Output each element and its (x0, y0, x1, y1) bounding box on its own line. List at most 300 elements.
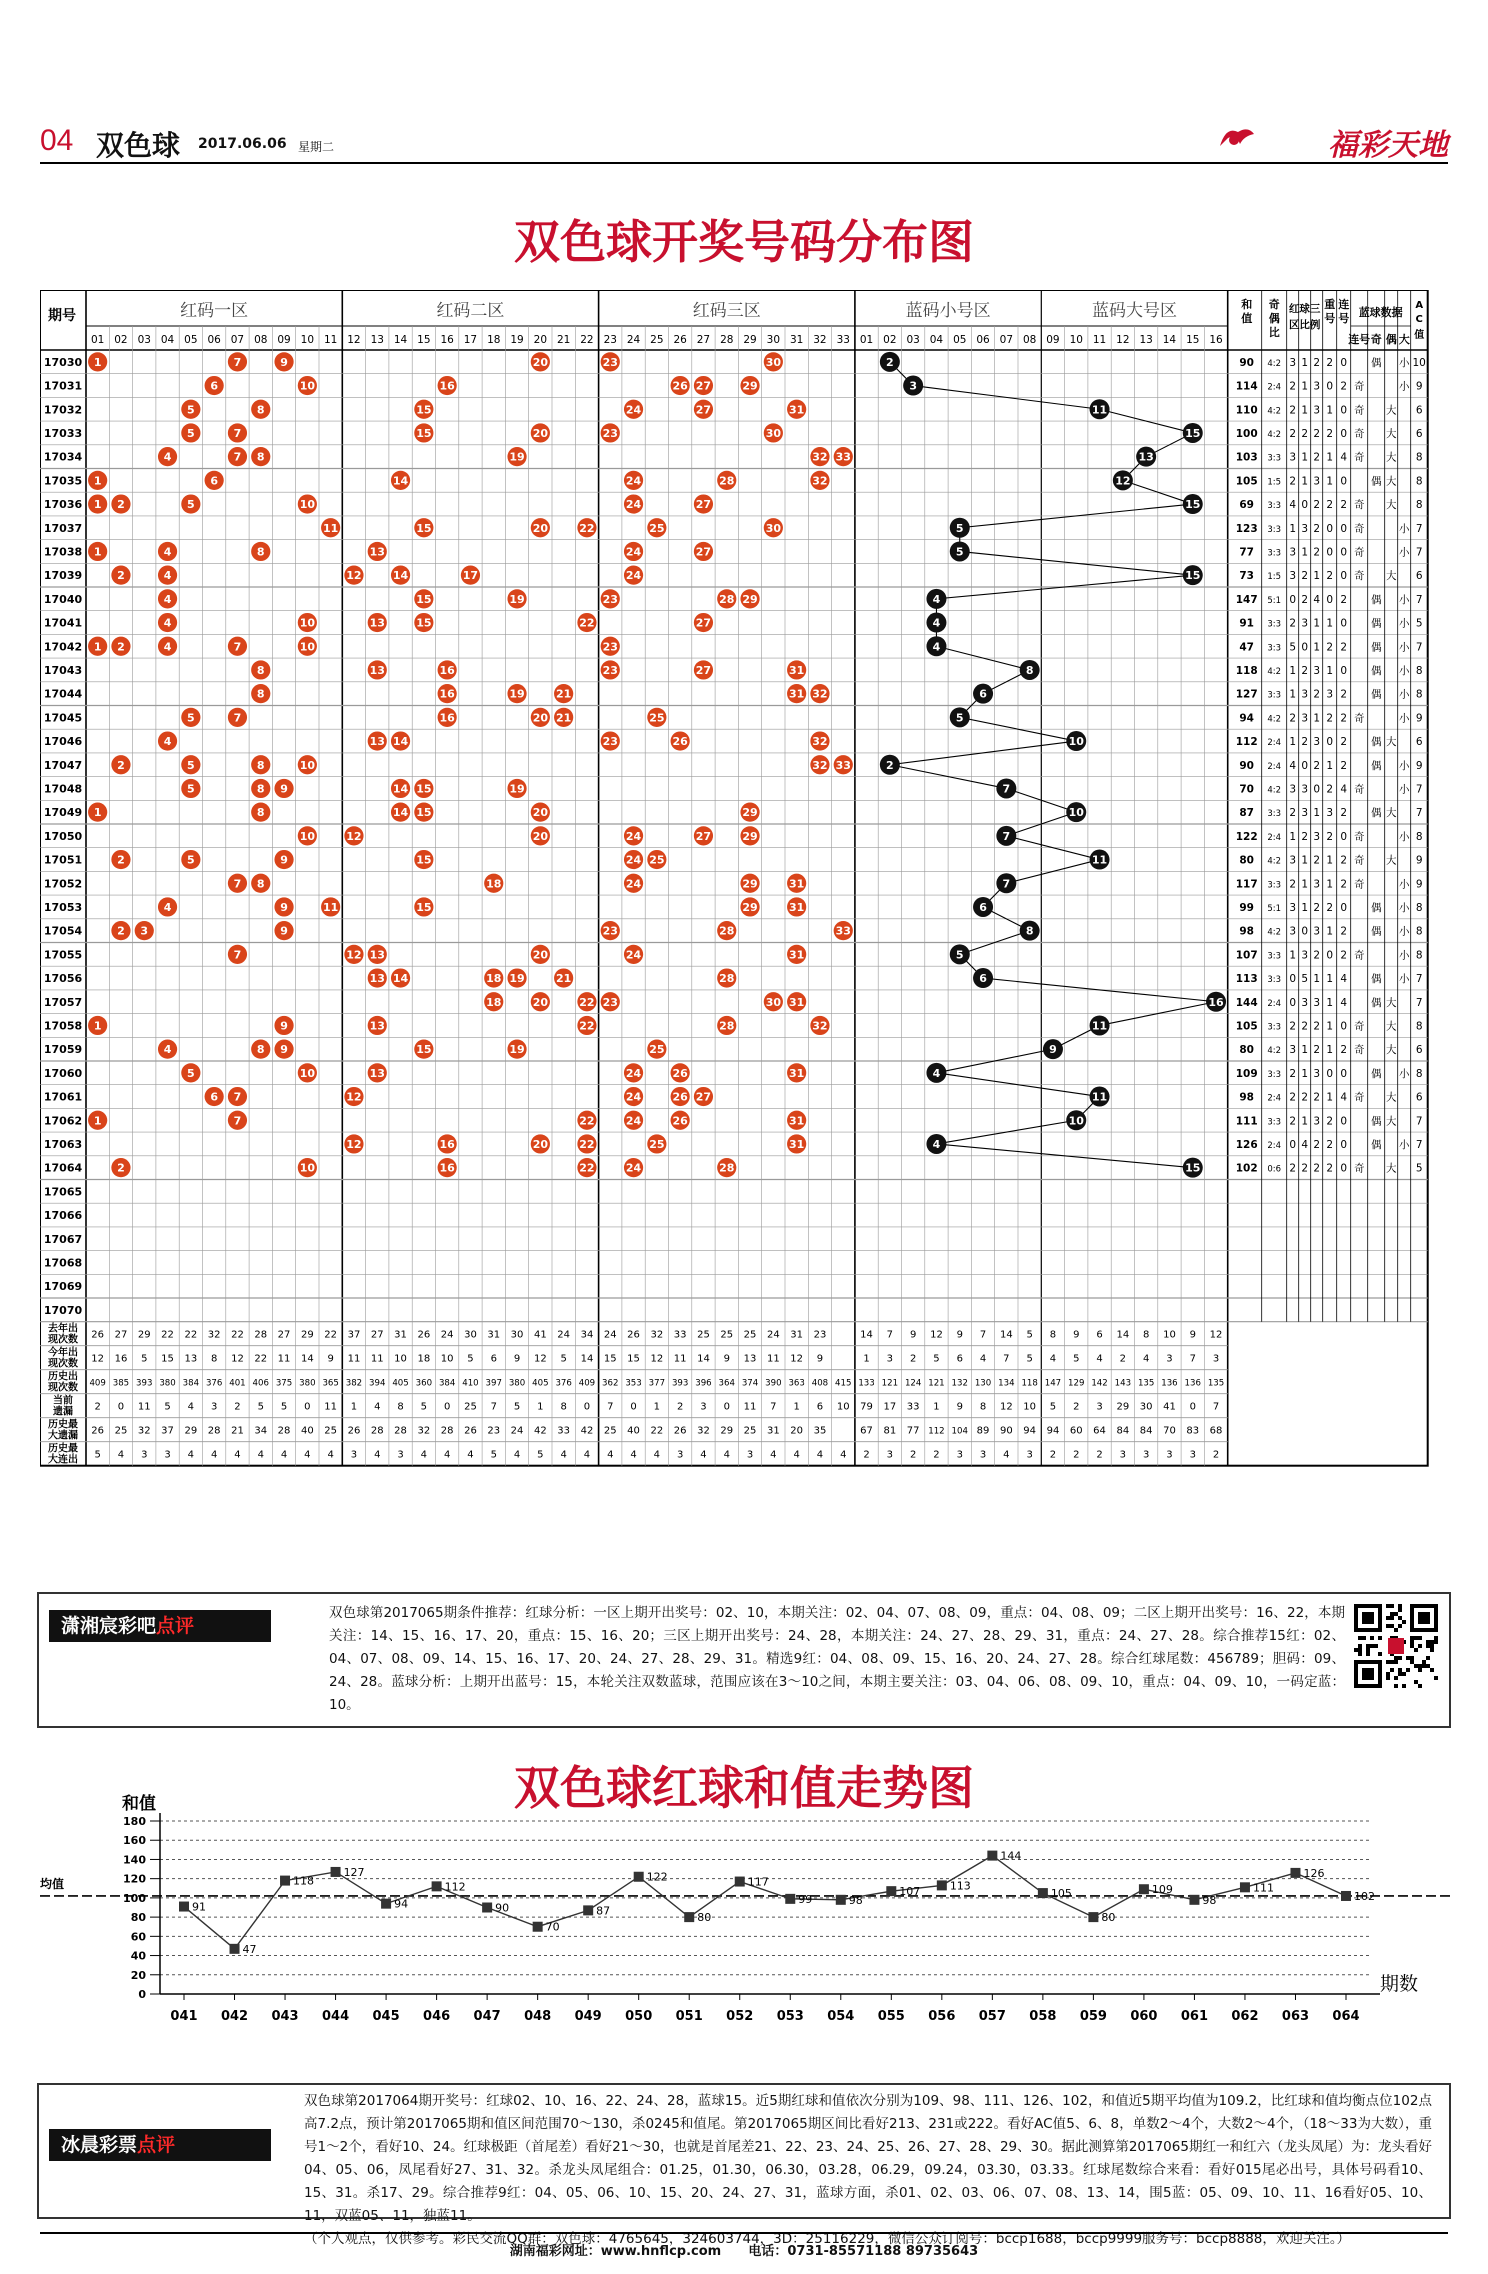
red-ball (484, 874, 503, 893)
summary-red-value: 0 (723, 1401, 730, 1413)
red-ball (647, 1040, 666, 1059)
stat-cell: 1 (1289, 736, 1297, 749)
stat-cell: 7 (1415, 1115, 1423, 1128)
stat-cell: 2 (1289, 1115, 1297, 1128)
red-ball (554, 968, 573, 987)
x-tick-label: 041 (170, 2009, 198, 2024)
summary-red-value: 22 (184, 1329, 198, 1341)
summary-blue-value: 2 (863, 1449, 870, 1461)
red-ball (740, 376, 759, 395)
red-ball (414, 779, 433, 798)
qr-module (1366, 1648, 1370, 1652)
summary-red-value: 10 (836, 1401, 850, 1413)
stat-cell: 1 (1301, 380, 1309, 393)
blue-ball (926, 589, 946, 609)
summary-blue-value: 90 (999, 1425, 1013, 1437)
qr-module (1430, 1668, 1434, 1672)
trend-point-label: 111 (1252, 1881, 1274, 1895)
red-ball-number: 10 (299, 829, 316, 843)
period-label: 17055 (43, 948, 83, 962)
stat-cell: 111 (1235, 1115, 1258, 1128)
stat-cell: 2 (1340, 807, 1348, 820)
blue-col-label: 05 (953, 334, 967, 346)
stat-cell: 2 (1340, 688, 1348, 701)
stat-cell: 3:3 (1267, 524, 1282, 535)
blue-ball-number: 11 (1091, 853, 1108, 867)
red-ball (438, 1158, 457, 1177)
stat-cell: 8 (1415, 1020, 1423, 1033)
stat-cell: 87 (1239, 807, 1255, 820)
red-ball-number: 4 (163, 640, 172, 654)
period-label: 17039 (43, 569, 83, 583)
summary-blue-value: 8 (1049, 1329, 1057, 1341)
qr-module (1398, 1608, 1402, 1612)
stat-cell: 2 (1326, 1162, 1334, 1175)
stat-cell: 5:1 (1267, 903, 1282, 914)
red-ball (694, 542, 713, 561)
red-ball (391, 566, 410, 585)
summary-red-value: 15 (161, 1353, 174, 1365)
red-ball-number: 15 (416, 521, 432, 535)
red-ball-number: 20 (532, 426, 549, 440)
red-ball (694, 613, 713, 632)
red-ball (368, 1016, 387, 1035)
blue-ball-number: 8 (1025, 924, 1034, 938)
stat-cell: 122 (1235, 830, 1258, 843)
period-label: 17064 (43, 1161, 83, 1175)
period-label: 17065 (43, 1185, 83, 1199)
red-ball-number: 20 (532, 948, 549, 962)
red-ball (484, 992, 503, 1011)
summary-blue-value: 3 (1119, 1449, 1127, 1461)
blue-ball (1043, 1039, 1063, 1059)
red-ball (507, 1040, 526, 1059)
red-ball-number: 15 (416, 592, 432, 606)
trend-point-label: 80 (1101, 1911, 1116, 1925)
red-ball-number: 23 (602, 995, 618, 1009)
blue-ball (950, 541, 970, 561)
stat-cell: 2 (1326, 830, 1334, 843)
stat-cell: 1 (1326, 451, 1334, 464)
summary-red-value: 25 (324, 1425, 338, 1437)
stat-cell: 3 (1313, 404, 1321, 417)
stat-cell: 0 (1340, 1138, 1348, 1151)
red-ball-number: 2 (117, 853, 125, 867)
stat-cell: 小 (1398, 380, 1410, 393)
summary-red-value: 4 (630, 1449, 637, 1461)
brand-name: 福彩天地 (1328, 128, 1448, 163)
red-ball (391, 968, 410, 987)
red-ball-number: 24 (625, 498, 642, 512)
summary-blue-value: 3 (979, 1449, 987, 1461)
stat-cell: 小 (1398, 593, 1410, 606)
summary-red-value: 396 (695, 1378, 712, 1389)
summary-red-value: 384 (182, 1378, 200, 1389)
red-ball-number: 9 (280, 355, 288, 369)
trend-point (583, 1905, 593, 1915)
blue-ball-number: 10 (1068, 806, 1084, 820)
red-ball (694, 826, 713, 845)
red-ball (787, 992, 806, 1011)
summary-red-value: 27 (277, 1329, 291, 1341)
summary-red-value: 11 (137, 1401, 151, 1413)
stat-cell: 4:2 (1267, 927, 1282, 938)
red-ball (810, 1016, 829, 1035)
red-ball (158, 447, 177, 466)
summary-red-value: 29 (137, 1329, 151, 1341)
stat-cell: 小 (1398, 830, 1410, 843)
red-ball-number: 5 (187, 403, 195, 417)
red-ball-number: 7 (233, 877, 242, 891)
trend-point (1189, 1895, 1199, 1905)
y-tick-label: 80 (130, 1911, 146, 1925)
period-label: 17042 (43, 640, 83, 654)
blue-ball (926, 1063, 946, 1083)
stat-cell: 1:5 (1267, 477, 1282, 488)
summary-red-value: 10 (394, 1353, 407, 1365)
red-ball-number: 23 (602, 924, 618, 938)
stat-cell: 6 (1415, 427, 1423, 440)
stat-cell: 0 (1340, 1115, 1348, 1128)
blue-ball-number: 7 (1002, 782, 1011, 796)
red-ball (787, 945, 806, 964)
summary-label-line1: 历史出 (48, 1371, 78, 1383)
trend-point (886, 1886, 896, 1896)
stat-cell: 9 (1415, 854, 1423, 867)
blue-ball-number: 13 (1138, 450, 1154, 464)
qr-module (1402, 1684, 1406, 1688)
red-ball (228, 637, 247, 656)
red-ball-number: 25 (649, 1137, 665, 1151)
blue-ball-number: 7 (1002, 877, 1011, 891)
summary-red-value: 4 (420, 1449, 428, 1461)
red-ball-number: 1 (93, 355, 102, 369)
y-tick-label: 60 (130, 1930, 146, 1944)
stat-cell: 6 (1415, 1091, 1423, 1104)
number-distribution-chart (40, 290, 1450, 1566)
stat-cell: 3 (1301, 949, 1309, 962)
blue-ball (973, 897, 993, 917)
stat-cell: 2:4 (1267, 1140, 1282, 1151)
qr-module (1426, 1640, 1430, 1644)
stat-cell: 1 (1301, 475, 1309, 488)
stat-cell: 偶 (1370, 973, 1382, 986)
stat-cell: 0 (1340, 522, 1348, 535)
summary-blue-value: 5 (1049, 1401, 1057, 1413)
trend-point (482, 1903, 492, 1913)
red-ball-number: 26 (672, 1066, 688, 1080)
header-zone-ratio-line1: 红球三 (1288, 303, 1321, 315)
red-ball-number: 5 (187, 853, 195, 867)
red-ball (577, 1134, 596, 1153)
red-ball-number: 15 (416, 1043, 432, 1057)
stat-cell: 3 (1289, 356, 1297, 369)
red-ball (368, 542, 387, 561)
red-ball (88, 1111, 107, 1130)
red-ball-number: 27 (695, 829, 712, 843)
red-ball-number: 20 (532, 711, 549, 725)
red-ball-number: 20 (532, 355, 549, 369)
stat-cell: 5 (1301, 973, 1309, 986)
summary-blue-value: 3 (1142, 1449, 1150, 1461)
red-ball-number: 2 (117, 924, 125, 938)
red-ball (344, 1087, 363, 1106)
red-ball (368, 1063, 387, 1082)
red-ball-number: 5 (187, 782, 195, 796)
red-ball (624, 494, 643, 513)
qr-finder (1418, 1612, 1430, 1624)
summary-label (47, 1346, 78, 1370)
blue-ball-number: 7 (1002, 829, 1011, 843)
summary-red-value: 6 (816, 1401, 824, 1413)
red-ball-number: 18 (486, 995, 502, 1009)
blue-ball-number: 5 (955, 948, 964, 962)
summary-blue-value: 121 (928, 1378, 945, 1389)
blue-ball (926, 1134, 946, 1154)
red-ball-number: 22 (579, 521, 595, 535)
qr-finder (1362, 1668, 1374, 1680)
stat-cell: 9 (1415, 380, 1423, 393)
summary-blue-value: 118 (1021, 1378, 1038, 1389)
red-ball (810, 471, 829, 490)
red-ball-number: 23 (602, 735, 618, 749)
summary-red-value: 1 (653, 1401, 661, 1413)
stat-cell: 偶 (1370, 996, 1382, 1009)
red-ball-number: 5 (187, 758, 195, 772)
summary-red-value: 5 (467, 1353, 474, 1365)
stat-cell: 2 (1313, 522, 1321, 535)
red-ball-number: 8 (256, 782, 265, 796)
stat-cell: 3 (1289, 570, 1297, 583)
summary-red-value: 0 (630, 1401, 637, 1413)
x-axis-title: 期数 (1380, 1973, 1419, 1995)
stat-cell: 0 (1326, 380, 1334, 393)
red-ball-number: 29 (742, 829, 758, 843)
stat-cell: 4 (1340, 973, 1348, 986)
summary-blue-value: 41 (1163, 1401, 1176, 1413)
red-ball-number: 14 (392, 474, 409, 488)
stat-cell: 2 (1326, 570, 1334, 583)
stat-cell: 4:2 (1267, 666, 1282, 677)
summary-red-value: 4 (234, 1449, 241, 1461)
trend-point-label: 80 (697, 1911, 712, 1925)
red-ball-number: 19 (509, 972, 525, 986)
stat-cell: 1 (1301, 854, 1309, 867)
summary-red-value: 393 (671, 1378, 689, 1389)
red-ball-number: 31 (788, 687, 805, 701)
summary-blue-value: 142 (1091, 1378, 1108, 1389)
summary-red-value: 3 (350, 1449, 358, 1461)
stat-cell: 1 (1326, 475, 1334, 488)
stat-cell: 偶 (1370, 1115, 1382, 1128)
summary-red-value: 5 (94, 1449, 101, 1461)
red-ball-number: 20 (532, 1137, 549, 1151)
red-ball (577, 613, 596, 632)
masthead (40, 118, 1448, 164)
stat-cell: 偶 (1370, 356, 1382, 369)
summary-blue-value: 8 (979, 1401, 987, 1413)
review-2-body: 双色球第2017064期开奖号：红球02、10、16、22、24、28，蓝球15。近5期红球和值依次分别为109、98、111、126、102，和值近5期平均值为109.2，比红球和值均衡点位102点高7.2点，预计第2017065期和值区间范围70～130，杀0245和值尾。第2017065期区间比看好213、231或222。看好AC值5、6、8，单数2～4个，大数2～4个，（18～33为大数），重号1～2个，看好10、24。红球极距（首尾差）看好21～30，也就是首尾差21、22、23、24、25、26、27、28、29、30。据此测算第2017065期红一和红六（龙头凤尾）为：龙头看好04、05、06，凤尾看好27、31、32。杀龙头凤尾组合：01.25，01.30，06.30，03.28，06.29，09.24，03.30，03.33。红球尾数综合来看：看好015尾必出号，具体号码看10、15、31。杀17、29。综合推荐9红：04、05、06、10、15、20、24、27、31，蓝球方面，杀01、02、03、06、07、08、13、14，围5蓝：05、09、10、11、16看好05、10、11，双蓝05、11，独蓝11。 (304, 2093, 1432, 2224)
summary-red-value: 30 (464, 1329, 477, 1341)
qr-module (1414, 1648, 1418, 1652)
summary-red-value: 12 (91, 1353, 105, 1365)
period-label: 17067 (43, 1232, 83, 1246)
red-ball-number: 24 (625, 948, 642, 962)
blue-ball (1020, 921, 1040, 941)
stat-cell: 奇 (1353, 1091, 1365, 1104)
summary-red-value: 33 (557, 1425, 571, 1437)
stat-cell: 2 (1340, 1044, 1348, 1057)
stat-cell: 0 (1301, 499, 1309, 512)
blue-ball-number: 11 (1091, 1019, 1108, 1033)
stat-cell: 0 (1301, 925, 1309, 938)
red-ball-number: 4 (163, 735, 172, 749)
qr-module (1434, 1636, 1438, 1640)
qr-module (1406, 1656, 1410, 1660)
stat-cell: 3 (1289, 854, 1297, 867)
stat-cell: 3 (1313, 830, 1321, 843)
stat-cell: 小 (1398, 356, 1410, 369)
red-col-label: 21 (556, 334, 571, 346)
summary-blue-value: 89 (976, 1425, 990, 1437)
summary-blue-value: 12 (999, 1401, 1013, 1413)
stat-cell: 小 (1398, 522, 1410, 535)
red-col-label: 33 (836, 334, 850, 346)
stat-cell: 奇 (1353, 712, 1365, 725)
stat-cell: 2 (1313, 688, 1321, 701)
stat-cell: 大 (1385, 1020, 1397, 1033)
stat-cell: 0 (1289, 593, 1297, 606)
blue-ball-number: 8 (1025, 663, 1034, 677)
summary-red-value: 4 (443, 1449, 451, 1461)
review-box-1 (37, 1592, 1451, 1728)
stat-cell: 1 (1313, 807, 1321, 820)
red-ball (228, 423, 247, 442)
qr-module (1378, 1636, 1382, 1640)
summary-red-value: 28 (207, 1425, 221, 1437)
red-ball (740, 826, 759, 845)
review-badge-2-source: 冰晨彩票 (61, 2134, 138, 2156)
red-ball (694, 1087, 713, 1106)
summary-red-value: 380 (299, 1378, 316, 1389)
summary-blue-value: 7 (979, 1329, 987, 1341)
red-ball (554, 708, 573, 727)
red-ball-number: 13 (369, 1066, 385, 1080)
stat-cell: 112 (1235, 736, 1258, 749)
red-ball-number: 31 (788, 403, 805, 417)
period-label: 17040 (43, 592, 83, 606)
stat-cell: 98 (1239, 925, 1255, 938)
stat-cell: 3 (1301, 522, 1309, 535)
blue-ball (1020, 660, 1040, 680)
stat-cell: 3 (1289, 901, 1297, 914)
summary-red-value: 4 (187, 1401, 195, 1413)
header-odd-even-char: 偶 (1268, 312, 1280, 325)
red-ball (158, 1040, 177, 1059)
red-ball-number: 21 (555, 687, 572, 701)
red-ball-number: 15 (416, 806, 432, 820)
red-ball (740, 874, 759, 893)
red-ball (717, 471, 736, 490)
summary-label-line1: 今年出 (48, 1347, 78, 1359)
red-ball-number: 19 (509, 782, 525, 796)
stat-cell: 1 (1301, 451, 1309, 464)
red-ball (810, 447, 829, 466)
stat-cell: 114 (1235, 380, 1258, 393)
red-ball-number: 28 (719, 592, 735, 606)
summary-blue-value: 5 (1026, 1353, 1033, 1365)
qr-finder (1362, 1612, 1374, 1624)
summary-red-value: 375 (275, 1378, 293, 1389)
stat-cell: 3 (1326, 688, 1334, 701)
qr-module (1410, 1656, 1414, 1660)
blue-col-label: 16 (1209, 334, 1223, 346)
summary-label (48, 1418, 78, 1442)
summary-red-value: 28 (394, 1425, 407, 1437)
stat-cell: 2 (1340, 641, 1348, 654)
stat-cell: 1 (1301, 404, 1309, 417)
trend-point-label: 109 (1151, 1883, 1173, 1897)
stat-cell: 1 (1289, 688, 1297, 701)
qr-module (1414, 1636, 1418, 1640)
stat-cell: 73 (1239, 570, 1255, 583)
red-ball-number: 1 (93, 1114, 102, 1128)
red-ball-number: 20 (532, 806, 549, 820)
red-ball-number: 4 (163, 569, 172, 583)
blue-ball-number: 4 (932, 616, 941, 630)
red-ball (531, 423, 550, 442)
stat-cell: 大 (1385, 736, 1397, 749)
stat-cell: 8 (1415, 451, 1423, 464)
summary-red-value: 360 (415, 1378, 433, 1389)
footer-site: 湖南福彩网址：www.hnflcp.com (509, 2244, 722, 2259)
stat-cell: 0 (1340, 617, 1348, 630)
red-ball (834, 921, 853, 940)
qr-module (1374, 1644, 1378, 1648)
summary-red-value: 364 (718, 1378, 735, 1389)
summary-blue-value: 12 (930, 1329, 943, 1341)
stat-cell: 2 (1326, 783, 1334, 796)
qr-module (1394, 1656, 1398, 1660)
red-col-label: 24 (626, 334, 641, 346)
stat-cell: 0 (1289, 996, 1297, 1009)
red-ball-number: 5 (187, 711, 195, 725)
red-ball-number: 22 (579, 995, 595, 1009)
stat-cell: 7 (1415, 973, 1423, 986)
stat-cell: 2 (1340, 736, 1348, 749)
summary-red-value: 20 (790, 1425, 804, 1437)
red-ball (764, 518, 783, 537)
summary-red-value: 401 (229, 1378, 246, 1389)
red-ball (181, 779, 200, 798)
red-ball-number: 4 (163, 450, 172, 464)
red-ball-number: 18 (486, 972, 502, 986)
blue-ball-number: 6 (979, 900, 987, 914)
summary-red-value: 406 (252, 1378, 269, 1389)
stat-cell: 4 (1340, 451, 1348, 464)
red-col-label: 06 (207, 334, 221, 346)
red-ball (834, 447, 853, 466)
red-ball (787, 684, 806, 703)
stat-cell: 0 (1326, 736, 1334, 749)
x-tick-label: 048 (524, 2009, 552, 2024)
period-label: 17038 (43, 545, 83, 559)
stat-cell: 103 (1235, 451, 1258, 464)
blue-ball (1090, 1015, 1110, 1035)
stat-cell: 3 (1326, 807, 1334, 820)
summary-red-value: 9 (513, 1353, 521, 1365)
trend-point (1088, 1912, 1098, 1922)
